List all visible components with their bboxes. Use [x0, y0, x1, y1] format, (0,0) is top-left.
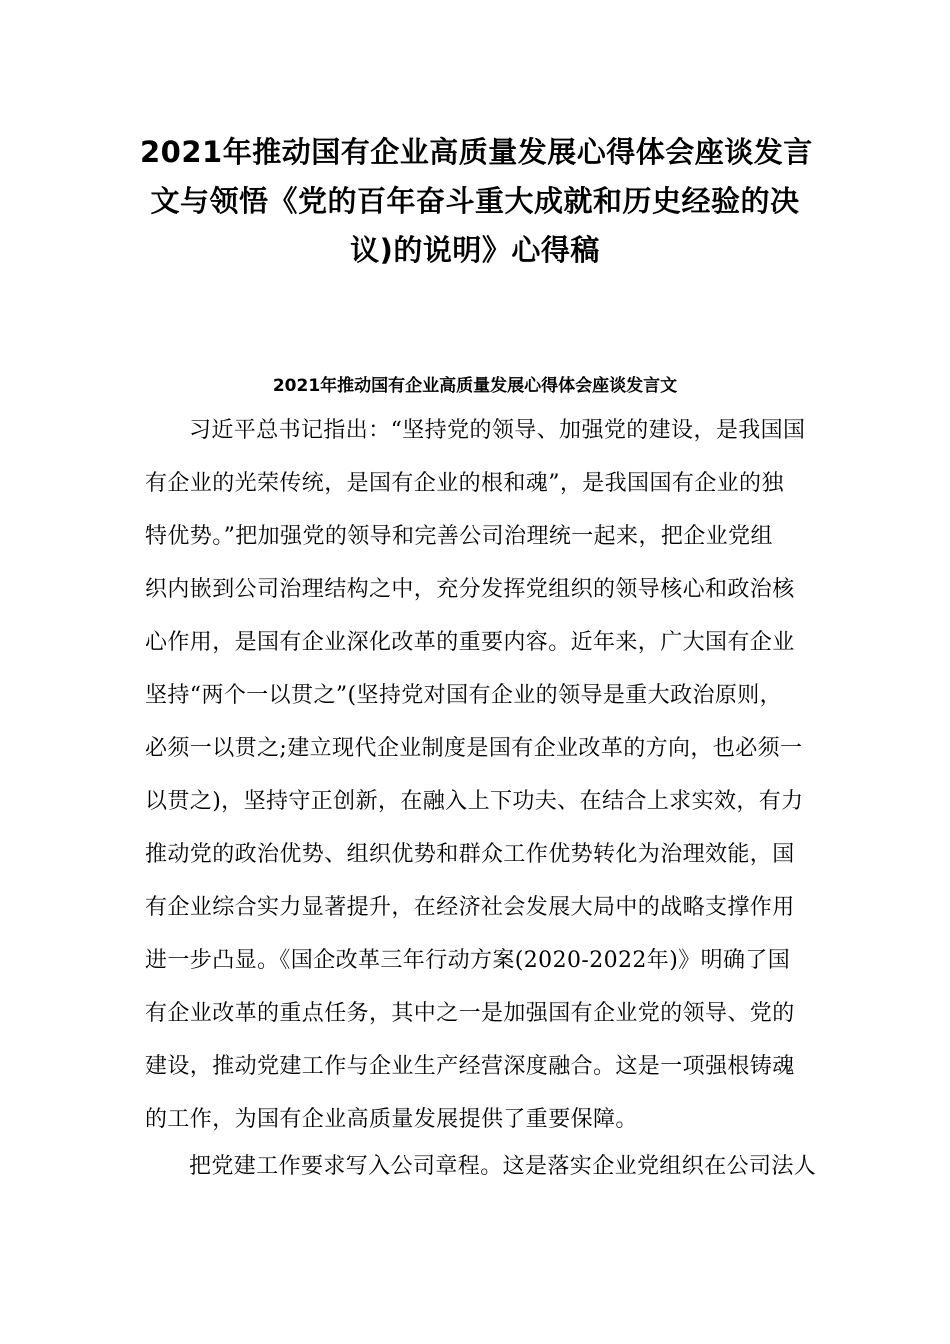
paragraph-line: 进一步凸显。《国企改革三年行动方案(2020-2022年)》明确了国 — [145, 948, 791, 973]
paragraph-line: 建设，推动党建工作与企业生产经营深度融合。这是一项强根铸魂 — [145, 1054, 795, 1079]
paragraph-line: 特优势。”把加强党的领导和完善公司治理统一起来，把企业党组 — [145, 524, 773, 549]
paragraph-line: 有企业的光荣传统，是国有企业的根和魂”，是我国国有企业的独 — [145, 471, 784, 496]
paragraph-line: 坚持“两个一以贯之”(坚持党对国有企业的领导是重大政治原则， — [145, 683, 783, 708]
document-title — [140, 128, 813, 275]
paragraph-line: 推动党的政治优势、组织优势和群众工作优势转化为治理效能，国 — [145, 842, 795, 867]
paragraph-line: 有企业综合实力显著提升，在经济社会发展大局中的战略支撑作用 — [145, 895, 795, 920]
section-heading: 2021年推动国有企业高质量发展心得体会座谈发言文 — [272, 376, 678, 396]
paragraph-line: 织内嵌到公司治理结构之中，充分发挥党组织的领导核心和政治核 — [145, 577, 795, 602]
title-line: 文与领悟《党的百年奋斗重大成就和历史经验的决 — [150, 184, 800, 218]
paragraph-line: 以贯之)，坚持守正创新，在融入上下功夫、在结合上求实效，有力 — [145, 789, 804, 814]
paragraph-line: 的工作，为国有企业高质量发展提供了重要保障。 — [145, 1107, 638, 1132]
title-line: 议)的说明》心得稿 — [350, 233, 600, 267]
paragraph-line: 心作用，是国有企业深化改革的重要内容。近年来，广大国有企业 — [145, 630, 795, 655]
paragraph-line: 习近平总书记指出：“坚持党的领导、加强党的建设，是我国国 — [189, 418, 806, 443]
title-line: 2021年推动国有企业高质量发展心得体会座谈发言 — [140, 135, 813, 169]
paragraph-line: 必须一以贯之;建立现代企业制度是国有企业改革的方向，也必须一 — [145, 736, 803, 761]
paragraph-line: 有企业改革的重点任务，其中之一是加强国有企业党的领导、党的 — [145, 1001, 795, 1026]
paragraph-line: 把党建工作要求写入公司章程。这是落实企业党组织在公司法人 — [189, 1154, 817, 1179]
body-paragraph — [145, 1140, 817, 1193]
body-paragraph — [145, 404, 810, 1146]
